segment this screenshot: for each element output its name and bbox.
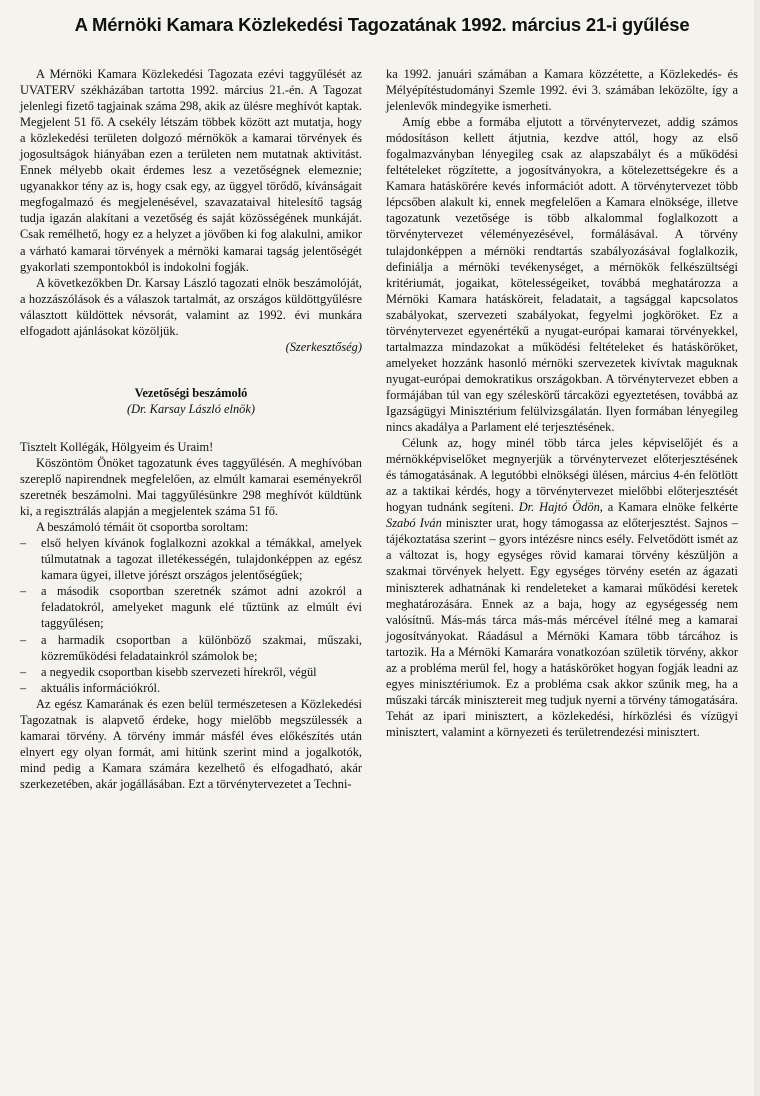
- report-paragraph-3: Az egész Kamarának és ezen belül természetesen a Közlekedési Tagozatnak is alapvető érdeke, hogy mielőbb megszülessék a kamarai törvény. A törvény immár másfél éves előkészítés után elnyert egy olyan formát, ami hitünk szerint mind a jogalkotók, mind pedig a Kamara számára kezelhető és elfogadható, akár szerkezetében, akár jogállásában. Ezt a törvénytervezetet a Techni-: [20, 696, 362, 791]
- article-title: A Mérnöki Kamara Közlekedési Tagozatának 1992. március 21-i gyűlése: [74, 14, 690, 35]
- list-item: – a harmadik csoportban a különböző szakmai, műszaki, közreműködési feladatainkról számolok be;: [20, 632, 362, 664]
- text-run: miniszter urat, hogy támogassa az előterjesztést. Sajnos – tájékoztatása szerint – gyors intézésre nincs esély. Felvetődött ismét az a változat is, hogy egységes rövid kamarai törvény készüljön a szakmai törvények helyett. Egy egységes törvény esetén az ágazati miniszterek adhatnának ki rendeleteket a kamarai működési keretek meghatározására. Ennek az a baja, hogy az egységesség nem valósítnű. Más-más tárca más-más mércével ítélné meg a kamarai jogosítványokat. Ráadásul a Mérnöki Kamara több tárcához is tartozik. Ha a Mérnöki Kamarára vonatkozóan születik törvény, akkor az a probléma merül fel, hogy a hatásköröket hogyan fogják leadni az egyes minisztériumok. Ez a probléma csak akkor szűnik meg, ha a műszaki tárcák minisztereit meg tudjuk nyerni a törvény támogatására. Tehát az ipari minisztert, a közlekedési, hírközlési és vízügyi minisztert, valamint a környezeti és területrendezési minisztert.: [386, 516, 739, 739]
- report-paragraph-4: Amíg ebbe a formába eljutott a törvénytervezet, addig számos módosításon kellett átjutnia, kezdve attól, hogy az első fogalmazványban lényegileg csak az alapszabályt és a működési feltételeket rögzítette, a jogosítványokra, a kötelezettségekre és a Kamara hatáskörére kevés információt adott. A törvénytervezet több lépcsőben alakult ki, ennek megfelelően a Kamara elnöksége, illetve tagozatunk vezetősége is több alkalommal foglalkozott a törvénytervezet véleményezésével, formálásával. A törvény tulajdonképpen a mérnöki rendtartás szabályozásával foglalkozik, definiálja a mérnöki tevékenységet, a mérnökök felkészültségi kritériumát, jogaikat, kötelességeiket, továbbá meghatározza a Mérnöki Kamara hatásköreit, feladatait, a tagsággal kapcsolatos szabályokat, szervezeti szabályokat, fegyelmi jogköröket. Ez a törvénytervezet egyenértékű a nyugat-európai kamarai törvényekkel, tartalmazza mindazokat a működési feltételeket és hatásköröket, amelyeket hozzánk hasonló mérnöki szervezetek kivívtak maguknak nyugat-európai demokratikus országokban. A törvénytervezet ebben a formájában túl van egy széleskörű tárcaközi egyeztetésen, továbbá az Igazságügyi Minisztérium felülvizsgálatán. Ilyen formában lényegileg nincs akadálya a Parlament elé terjesztésének.: [386, 115, 738, 435]
- text-run: Célunk az, hogy minél több tárca jeles képviselőjét és a mérnökképviselőket megnyerjük a törvénytervezet előterjesztésének és támogatásának. A legutóbbi elnökségi ülésen, március 4-én felötlött az a taktikai kérdés, hogy a törvénytervezet mielőbbi előterjesztését hogyan tudnánk segíteni.: [386, 436, 738, 515]
- list-item: – aktuális információkról.: [20, 680, 362, 696]
- topic-list: [20, 535, 362, 695]
- report-paragraph-5: [386, 435, 738, 740]
- report-paragraph-2: A beszámoló témáit öt csoportba soroltam:: [36, 520, 249, 535]
- list-item: – első helyen kívánok foglalkozni azokkal a témákkal, amelyek túlmutatnak a tagozat illetékességén, tulajdonképpen az egész kamara ügyei, illetve jórészt országos jelentőségűek;: [20, 535, 362, 583]
- continued-paragraph: ka 1992. januári számában a Kamara közzétette, a Közlekedés- és Mélyépítéstudományi Szemle 1992. évi 3. számában leközölte, így a jelenlevők mindegyike ismerheti.: [386, 67, 738, 114]
- intro-paragraph-1: A Mérnöki Kamara Közlekedési Tagozata ezévi taggyűlését az UVATERV székházában tartotta 1992. március 21.-én. A Tagozat jelenlegi fizető tagjainak száma 298, akik az ülésre meghívót kaptak. Megjelent 51 fő. A csekély létszám többek között azt mutatja, hogy a közlekedési területen dolgozó mérnökök a kamarai törvények és jogosultságok hiányában ezen a területen nem mutatnak aktivitást. Ennek mélyebb okait érdemes lesz a vezetőségnek elemeznie; ugyanakkor tény az is, hogy csak egy, az üggyel törődő, kívánságait megfogalmazó és megjelenésével, szavazataival hitelesítő tagság tudja igazán alakítani a vezetőség és saját közösségének munkáját. Csak remélhető, hogy ez a helyzet a jövőben ki fog alakulni, amikor a várható kamarai törvények a mérnöki kamarai tagság jelentőségét gyakorlati szempontokból is indokolni fogják.: [20, 67, 362, 274]
- intro-paragraph-2: A következőkben Dr. Karsay László tagozati elnök beszámolóját, a hozzászólások és a válaszok tartalmát, az országos küldöttgyűlésre választott küldöttek névsorát, valamint az 1992. évi munkára elfogadott ajánlásokat közöljük.: [20, 275, 362, 338]
- salutation: Tisztelt Kollégák, Hölgyeim és Uraim!: [20, 439, 214, 454]
- report-paragraph-1: Köszöntöm Önöket tagozatunk éves taggyűlésén. A meghívóban szereplő napirendnek megfelelően, az elmúlt kamarai eseményekről szeretnék beszámolni. Mai taggyűlésünkre 298 meghívót küldtünk ki, a regisztrálás alapján a megjelentek száma 51 fő.: [20, 455, 362, 519]
- list-item: – a negyedik csoportban kisebb szervezeti hírekről, végül: [20, 664, 362, 680]
- page-edge: [754, 0, 760, 1096]
- section-title: Vezetőségi beszámoló: [134, 385, 248, 400]
- text-run: , a Kamara elnöke felkérte: [599, 500, 739, 515]
- right-column: [386, 66, 738, 740]
- editor-signature: (Szerkesztőség): [285, 339, 362, 354]
- person-name: Szabó Iván: [386, 516, 442, 531]
- left-column: [20, 66, 362, 792]
- list-item: – a második csoportban szeretnék számot adni azokról a feladatokról, amelyeket magunk elé tűztünk az elmúlt évi taggyűlésen;: [20, 583, 362, 631]
- section-subtitle: (Dr. Karsay László elnök): [126, 401, 256, 416]
- person-name: Dr. Hajtó Ödön: [518, 500, 600, 515]
